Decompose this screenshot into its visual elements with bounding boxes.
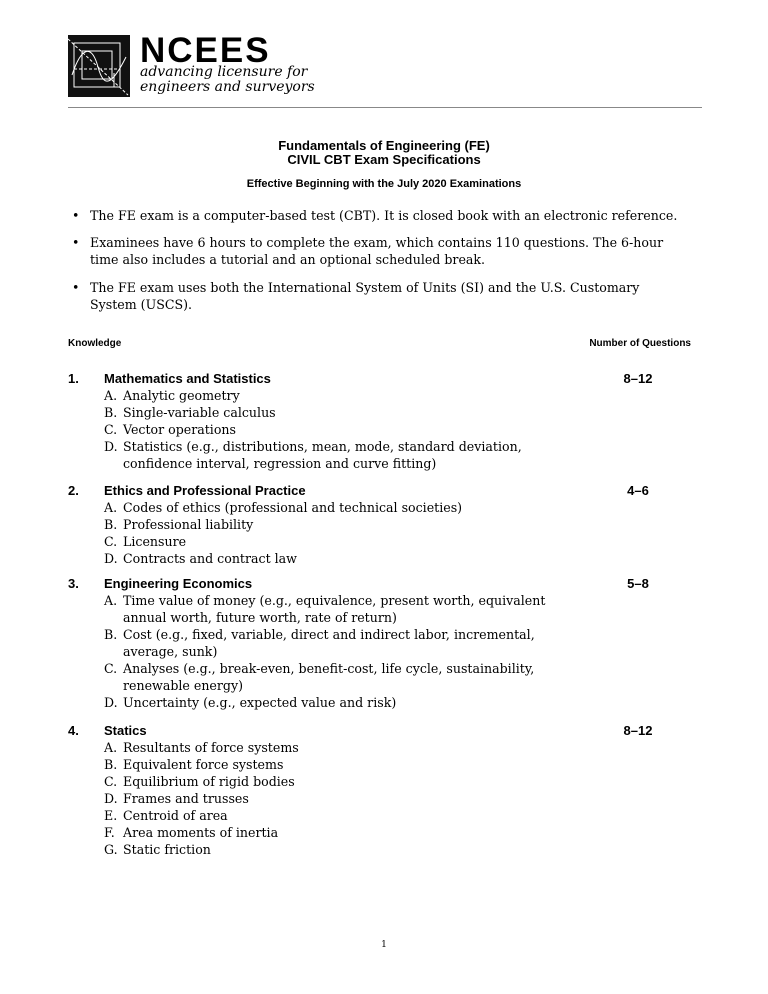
topic-text: Professional liability xyxy=(123,517,254,532)
topic-text: Equilibrium of rigid bodies xyxy=(123,774,295,789)
tagline-line-1: advancing licensure for xyxy=(140,64,308,80)
topic-item xyxy=(104,387,584,404)
section-title: Ethics and Professional Practice xyxy=(104,483,306,498)
topic-text: Statistics (e.g., distributions, mean, mode, standard deviation, confidence interval, regression and curve fitting) xyxy=(123,439,522,471)
topic-item xyxy=(104,841,584,858)
bullet-icon: • xyxy=(72,208,80,223)
topic-letter: D. xyxy=(104,439,118,454)
topic-item xyxy=(104,790,584,807)
topic-item xyxy=(104,533,584,550)
topic-list xyxy=(104,739,584,858)
topic-text: Cost (e.g., fixed, variable, direct and indirect labor, incremental, average, sunk) xyxy=(123,627,535,659)
topic-item xyxy=(104,773,584,790)
topic-item xyxy=(104,626,584,660)
topic-text: Uncertainty (e.g., expected value and risk) xyxy=(123,695,397,710)
topic-text: Equivalent force systems xyxy=(123,757,284,772)
header-divider xyxy=(68,107,702,108)
topic-letter: D. xyxy=(104,695,118,710)
topic-item xyxy=(104,421,584,438)
bullet-icon: • xyxy=(72,280,80,295)
topic-letter: D. xyxy=(104,551,118,566)
topic-item xyxy=(104,499,584,516)
section-number: 4. xyxy=(68,723,79,738)
topic-letter: C. xyxy=(104,774,118,789)
title-line-1: Fundamentals of Engineering (FE) xyxy=(278,138,490,153)
question-count: 5–8 xyxy=(627,576,649,591)
topic-letter: B. xyxy=(104,405,118,420)
topic-item xyxy=(104,438,584,472)
topic-item xyxy=(104,694,584,711)
topic-letter: B. xyxy=(104,627,118,642)
section-title: Engineering Economics xyxy=(104,576,253,591)
topic-letter: C. xyxy=(104,422,118,437)
topic-text: Resultants of force systems xyxy=(123,740,299,755)
logo-name: NCEES xyxy=(140,31,271,70)
topic-letter: B. xyxy=(104,517,118,532)
topic-letter: C. xyxy=(104,534,118,549)
page-number: 1 xyxy=(381,940,387,950)
topic-letter: F. xyxy=(104,825,115,840)
topic-letter: E. xyxy=(104,808,118,823)
tagline-line-2: engineers and surveyors xyxy=(140,79,315,95)
topic-text: Codes of ethics (professional and technical societies) xyxy=(123,500,463,515)
topic-text: Area moments of inertia xyxy=(123,825,279,840)
topic-letter: B. xyxy=(104,757,118,772)
topic-letter: C. xyxy=(104,661,118,676)
topic-text: Centroid of area xyxy=(123,808,228,823)
knowledge-header: Knowledge xyxy=(68,338,122,349)
section-number: 2. xyxy=(68,483,79,498)
topic-text: Licensure xyxy=(123,534,187,549)
topic-letter: A. xyxy=(104,500,118,515)
topic-text: Analytic geometry xyxy=(123,388,240,403)
topic-text: Contracts and contract law xyxy=(123,551,297,566)
topic-text: Vector operations xyxy=(123,422,236,437)
topic-item xyxy=(104,550,584,567)
logo-graphic-icon xyxy=(68,35,130,97)
topic-text: Single-variable calculus xyxy=(123,405,276,420)
question-count: 8–12 xyxy=(623,371,653,386)
topic-list xyxy=(104,387,584,472)
document-page: NCEES advancing licensure for engineers and surveyors Fundamentals of Engineering (FE) CIVIL CBT Exam Specifications Effective Beginning with the July 2020 Examinations • The FE exam is a computer-based test (CBT). It is closed book with an electronic reference. • Examinees have 6 hours to complete the exam, which contains 110 questions. The 6-hour time also includes a tutorial and an optional scheduled break. • The FE exam uses both the International System of Units (SI) and the U.S. Customary System (USCS). Knowledge Number of Questions 1. Mathematics and Statistics 8–12 A. Analytic geometry B. Single-variable calculus C. Vector operations D. Statistics (e.g., distributions, mean, mode, standard deviation, confidence interval, regression and curve fitting) 2. Ethics and Professional Practice 4–6 A. Codes of ethics (professional and technical societies) B. Professional liability C. Licensure D. Contracts and contract law 3. Engineering Economics 5–8 A. Time value of money (e.g., equivalence, present worth, equivalent annual worth, future worth, rate of return) B. Cost (e.g., fixed, variable, direct and indirect labor, incremental, average, sunk) C. Analyses (e.g., break-even, benefit-cost, life cycle, sustainability, renewable energy) D. Uncertainty (e.g., expected value and risk) 4. Statics 8–12 A. Resultants of force systems B. Equivalent force systems C. Equilibrium of rigid bodies D. Frames and trusses E. Centroid of area F. Area moments of inertia G. Static friction 1 xyxy=(0,0,768,994)
topic-item xyxy=(104,739,584,756)
ncees-logo xyxy=(68,31,315,99)
topic-text: Time value of money (e.g., equivalence, present worth, equivalent annual worth, future worth, rate of return) xyxy=(123,593,546,625)
topic-item xyxy=(104,824,584,841)
topic-item xyxy=(104,404,584,421)
topic-item xyxy=(104,660,584,694)
effective-date: Effective Beginning with the July 2020 Examinations xyxy=(246,178,522,190)
topic-text: Static friction xyxy=(123,842,211,857)
section-number: 3. xyxy=(68,576,79,591)
topic-item xyxy=(104,756,584,773)
topic-text: Frames and trusses xyxy=(123,791,249,806)
bullet-icon: • xyxy=(72,235,80,250)
topic-letter: D. xyxy=(104,791,118,806)
topic-letter: A. xyxy=(104,593,118,608)
section-number: 1. xyxy=(68,371,79,386)
title-line-2: CIVIL CBT Exam Specifications xyxy=(287,152,481,167)
section-title: Statics xyxy=(104,723,147,738)
topic-item xyxy=(104,807,584,824)
topic-list xyxy=(104,499,584,567)
section-title: Mathematics and Statistics xyxy=(104,371,271,386)
topic-list xyxy=(104,592,584,711)
question-count: 4–6 xyxy=(627,483,649,498)
topic-letter: A. xyxy=(104,740,118,755)
question-count: 8–12 xyxy=(623,723,653,738)
logo-tagline xyxy=(140,65,315,95)
topic-item xyxy=(104,516,584,533)
questions-header: Number of Questions xyxy=(589,338,691,349)
topic-text: Analyses (e.g., break-even, benefit-cost, life cycle, sustainability, renewable energy) xyxy=(123,661,535,693)
topic-letter: G. xyxy=(104,842,118,857)
topic-item xyxy=(104,592,584,626)
topic-letter: A. xyxy=(104,388,118,403)
